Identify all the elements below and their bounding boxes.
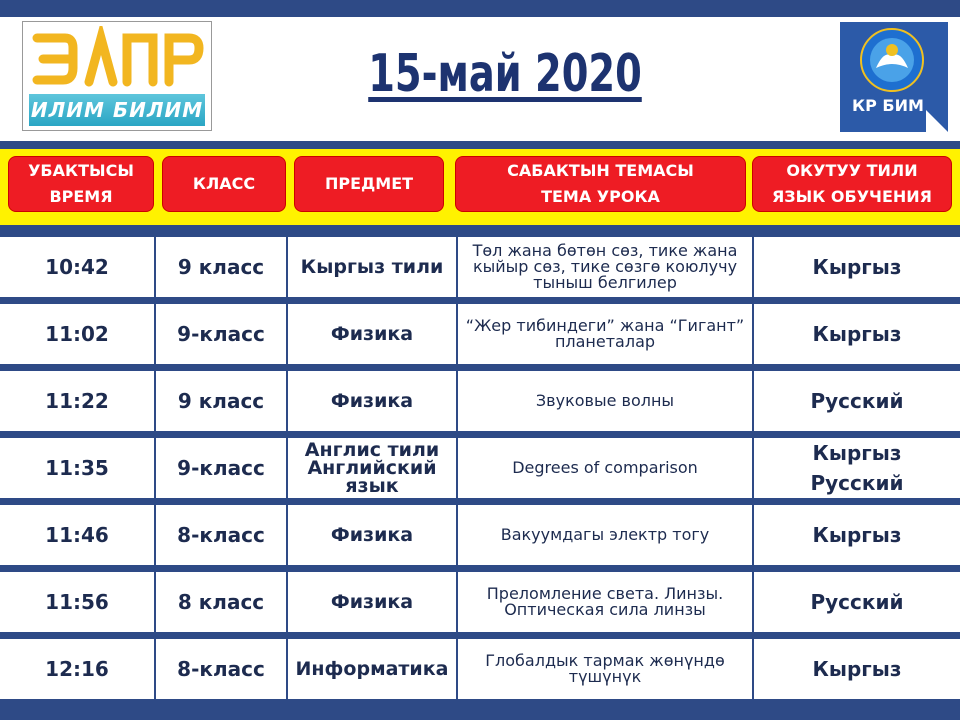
cell-subject-text: Кыргыз тили bbox=[300, 256, 444, 278]
column-divider bbox=[286, 438, 288, 498]
cell-time bbox=[0, 304, 154, 364]
header-language-line2: ЯЗЫК ОБУЧЕНИЯ bbox=[771, 187, 932, 206]
column-divider bbox=[752, 438, 754, 498]
language-primary: Кыргыз bbox=[812, 322, 902, 346]
cell-class-text: 8-класс bbox=[177, 523, 265, 547]
column-divider bbox=[286, 572, 288, 632]
column-divider bbox=[456, 304, 458, 364]
cell-language bbox=[754, 639, 960, 699]
column-divider bbox=[456, 438, 458, 498]
page-title: 15-май 2020 bbox=[368, 44, 642, 104]
cell-class bbox=[156, 438, 286, 498]
column-divider bbox=[286, 237, 288, 297]
column-divider bbox=[154, 438, 156, 498]
eltr-logo bbox=[22, 21, 212, 131]
cell-topic-text: Degrees of comparison bbox=[512, 458, 698, 477]
table-row bbox=[0, 505, 960, 565]
header-topic bbox=[455, 156, 746, 212]
cell-class bbox=[156, 237, 286, 297]
cell-topic bbox=[458, 371, 752, 431]
header-time-line1: УБАКТЫСЫ bbox=[28, 161, 134, 180]
header-class-line1: КЛАСС bbox=[192, 174, 256, 193]
table-row bbox=[0, 371, 960, 431]
column-divider bbox=[154, 505, 156, 565]
cell-topic-text: Глобалдык тармак жөнүндө түшүнүк bbox=[485, 651, 725, 686]
language-primary: Кыргыз bbox=[812, 255, 902, 279]
header-language bbox=[752, 156, 952, 212]
cell-language bbox=[754, 237, 960, 297]
header-subject-line1: ПРЕДМЕТ bbox=[324, 174, 414, 193]
column-divider bbox=[286, 371, 288, 431]
language-primary: Кыргыз bbox=[812, 441, 902, 465]
column-divider bbox=[456, 505, 458, 565]
column-divider bbox=[456, 572, 458, 632]
cell-subject-text: Информатика bbox=[295, 658, 449, 680]
cell-subject bbox=[288, 237, 456, 297]
page-fold-icon bbox=[926, 110, 948, 132]
cell-class bbox=[156, 505, 286, 565]
column-divider bbox=[154, 237, 156, 297]
column-divider bbox=[456, 371, 458, 431]
cell-subject-text: Физика bbox=[330, 323, 414, 345]
column-divider bbox=[752, 639, 754, 699]
cell-time bbox=[0, 371, 154, 431]
column-divider bbox=[752, 505, 754, 565]
table-row bbox=[0, 438, 960, 498]
cell-subject-text: Англис тили Английский язык bbox=[304, 439, 440, 497]
cell-time-text: 11:56 bbox=[45, 590, 109, 614]
cell-subject bbox=[288, 304, 456, 364]
kr-bim-emblem bbox=[840, 22, 948, 132]
cell-subject bbox=[288, 371, 456, 431]
cell-topic bbox=[458, 639, 752, 699]
table-row bbox=[0, 572, 960, 632]
cell-language bbox=[754, 505, 960, 565]
cell-language bbox=[754, 438, 960, 498]
cell-topic-text: Преломление света. Линзы. Оптическая сила линзы bbox=[486, 584, 724, 619]
top-bar bbox=[0, 0, 960, 17]
language-primary: Русский bbox=[810, 590, 904, 614]
cell-topic-text: Вакуумдагы электр тогу bbox=[500, 525, 710, 544]
eltr-logo-text: ЭЛТР bbox=[117, 66, 120, 67]
cell-class-text: 9-класс bbox=[177, 456, 265, 480]
header-subject bbox=[294, 156, 444, 212]
cell-class-text: 8-класс bbox=[177, 657, 265, 681]
cell-class-text: 8 класс bbox=[177, 590, 265, 614]
header-time bbox=[8, 156, 154, 212]
table-row bbox=[0, 639, 960, 699]
kyrgyz-emblem-icon bbox=[860, 28, 924, 92]
cell-class bbox=[156, 639, 286, 699]
cell-topic bbox=[458, 304, 752, 364]
ilim-bilim-label: ИЛИМ БИЛИМ bbox=[29, 94, 205, 126]
column-divider bbox=[286, 304, 288, 364]
header-topic-line1: САБАКТЫН ТЕМАСЫ bbox=[507, 161, 694, 180]
cell-time-text: 11:22 bbox=[45, 389, 109, 413]
cell-subject-text: Физика bbox=[330, 524, 414, 546]
cell-time-text: 11:02 bbox=[45, 322, 109, 346]
cell-time-text: 11:35 bbox=[45, 456, 109, 480]
column-divider bbox=[456, 639, 458, 699]
language-secondary: Русский bbox=[810, 471, 904, 495]
column-divider bbox=[752, 304, 754, 364]
header-topic-line2: ТЕМА УРОКА bbox=[541, 187, 660, 206]
cell-time bbox=[0, 237, 154, 297]
cell-subject-text: Физика bbox=[330, 591, 414, 613]
cell-time bbox=[0, 639, 154, 699]
cell-class-text: 9 класс bbox=[177, 255, 265, 279]
column-divider bbox=[154, 371, 156, 431]
eltr-logo-icon bbox=[29, 26, 205, 90]
column-divider bbox=[456, 237, 458, 297]
cell-subject bbox=[288, 505, 456, 565]
column-divider bbox=[286, 639, 288, 699]
cell-topic bbox=[458, 237, 752, 297]
column-divider bbox=[286, 505, 288, 565]
column-divider bbox=[154, 572, 156, 632]
table-row bbox=[0, 304, 960, 364]
cell-class-text: 9-класс bbox=[177, 322, 265, 346]
cell-language bbox=[754, 371, 960, 431]
column-divider bbox=[752, 572, 754, 632]
cell-topic-text: “Жер тибиндеги” жана “Гигант” планеталар bbox=[465, 316, 745, 351]
header-language-line1: ОКУТУУ ТИЛИ bbox=[786, 161, 918, 180]
column-divider bbox=[154, 304, 156, 364]
language-primary: Русский bbox=[810, 389, 904, 413]
table-row bbox=[0, 237, 960, 297]
language-primary: Кыргыз bbox=[812, 523, 902, 547]
cell-time bbox=[0, 572, 154, 632]
header-time-line2: ВРЕМЯ bbox=[49, 187, 113, 206]
cell-topic-text: Төл жана бөтөн сөз, тике жана кыйыр сөз, тике сөзгө коюлучу тыныш белгилер bbox=[472, 241, 738, 292]
cell-class bbox=[156, 371, 286, 431]
header-class bbox=[162, 156, 286, 212]
column-divider bbox=[154, 639, 156, 699]
cell-topic bbox=[458, 438, 752, 498]
column-divider bbox=[752, 371, 754, 431]
cell-topic-text: Звуковые волны bbox=[535, 391, 675, 410]
cell-subject-text: Физика bbox=[330, 390, 414, 412]
cell-class bbox=[156, 304, 286, 364]
language-primary: Кыргыз bbox=[812, 657, 902, 681]
cell-time bbox=[0, 438, 154, 498]
kr-bim-label: КР БИМ bbox=[852, 96, 924, 115]
cell-time-text: 11:46 bbox=[45, 523, 109, 547]
cell-time bbox=[0, 505, 154, 565]
cell-topic bbox=[458, 505, 752, 565]
cell-topic bbox=[458, 572, 752, 632]
cell-subject bbox=[288, 438, 456, 498]
cell-subject bbox=[288, 639, 456, 699]
column-divider bbox=[752, 237, 754, 297]
cell-time-text: 10:42 bbox=[45, 255, 109, 279]
cell-time-text: 12:16 bbox=[45, 657, 109, 681]
cell-language bbox=[754, 304, 960, 364]
cell-language bbox=[754, 572, 960, 632]
cell-class bbox=[156, 572, 286, 632]
cell-subject bbox=[288, 572, 456, 632]
cell-class-text: 9 класс bbox=[177, 389, 265, 413]
